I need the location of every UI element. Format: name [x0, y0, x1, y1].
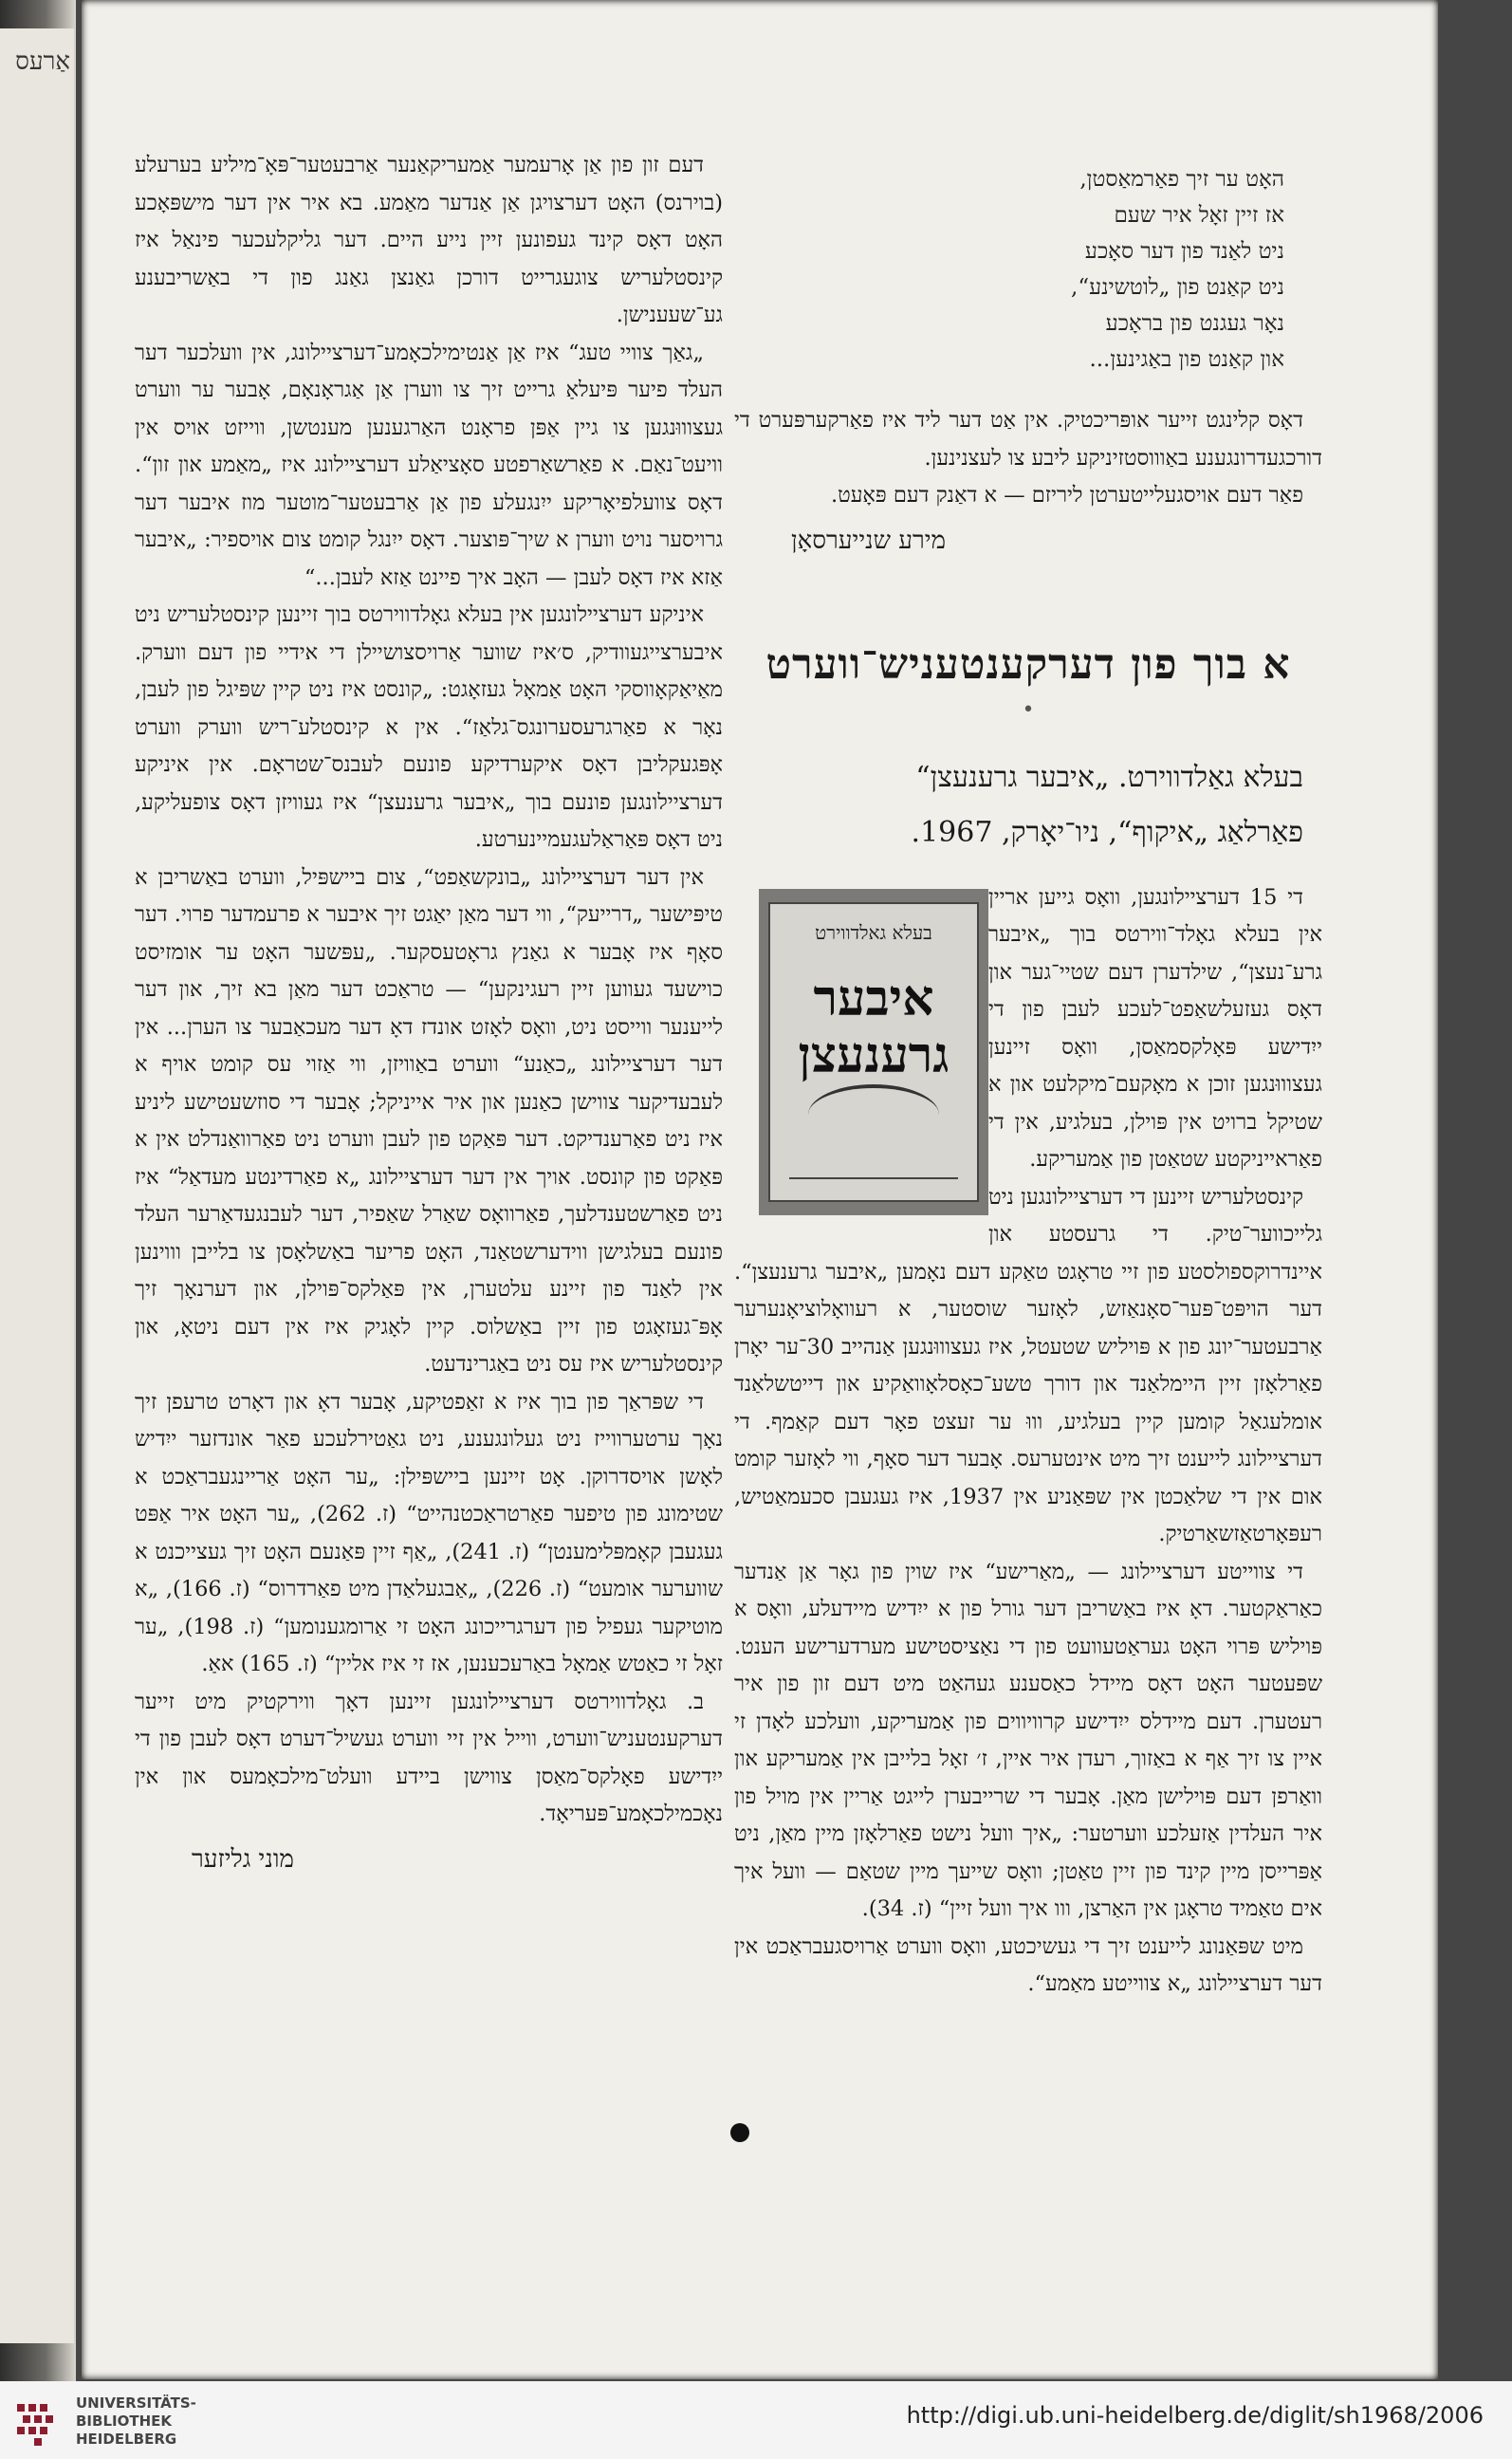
library-name-line: UNIVERSITÄTS-	[76, 2394, 196, 2412]
paragraph: די צווייטע דערציילונג — „מאַרישע“ איז שוין פון גאָר אַן אַנדער כאַראַקטער. דאָ איז באַשריבן דער גורל פון א ייִדיש מיידעלע, וואָס א פּויליש פּרוי האָט געראַטעוועט פון די נאַציסטישע מערדערישע הענט. שפּעטער האָט דאָס מיידל כאַסענע געהאַט מיט דעם זון פון איר רעטערן. דעם מיידלס ייִדישע קרוויווים פון אַמעריקע, וועלכע לאָדן זי איין צו זיך אַף א באַזוך, רעדן איר איין, ז׳ זאָל בלייבן אין אַמעריקע און וואַרפן דעם פּוילישן מאַן. אָבער די שרייבערן לייגט אַריין אין מויל פון איר העלדין אַזעלכע ווערטער: „איך וועל נישט פאַרלאָזן מיין מאַן, ניט אַפּרייסן מיין קינד פון זיין טאַטן; וואָס שייעך מיין שטאַם — וועל איך אים טאַמיד טראָגן אין האַרצן, ווו איך וועל זיין“ (ז. 34).	[734, 1559, 1322, 1921]
book-author-title: בעלא גאַלדווירט. „איבער גרענעצן“	[915, 760, 1303, 794]
paragraph: די 15 דערציילונגען, וואָס גייען אריין אין בעלא גאָלד־ווירטס בוך „איבער גרע־נעצן“, שילדערן דעם שטיי־גער און דאָס געזעלשאַפט־לעכע לעבן פון די ייִדישע פּאָלקסמאַסן, וואָס זיינען געצוווּנגען זוכן א מאָקעם־מיקלעט און א שטיקל ברויט אין פּוילן, בעלגיע, אין די פאַראייניקטע שטאַטן פון אַמעריקע.	[988, 884, 1322, 1172]
poem	[734, 161, 1322, 378]
library-name-line: BIBLIOTHEK	[76, 2413, 172, 2430]
left-column	[135, 147, 723, 1874]
poem-line: ניט לאַנד פון דער סאָכע	[1084, 239, 1284, 264]
review-signature: מוני גליזער	[192, 1844, 294, 1874]
library-name[interactable]	[76, 2394, 196, 2449]
paragraph: דאָס קלינגט זייער אופּריכטיק. אין אַט דער ליד איז פאַרקערפּערט די דורכגעדרונגענע באַוווסטזיניקע ליבע צו לעצנינען.	[734, 408, 1322, 471]
footer-bar	[0, 2381, 1512, 2459]
paragraph: קינסטלעריש זיינען די דערציילונגען ניט גלייכווער־טיק. די גרעסטע און איינדרוקספולסטע פון זיי טראָגט טאַקע דעם נאָמען „איבער גרענעצן“. דער הויפּט־פּער־סאָנאַזש, לאָזער שוסטער, א רעוואָלוציאָנערער אַרבעטער־יונג פון א פּויליש שטעטל, איז געצוווּנגען אַנהייב 30־ער יאָרן פאַרלאָזן זיין היימלאַנד און דורך טשע־כאָסלאָוואַקיע און דייטשלאַנד אומלעגאַל קומען קיין בעלגיע, וווּ ער זעצט פאָר דעם קאַמף. די דערציילונג לייענט זיך מיט אינטערעס. אָבער דער סאָף, ווי לאָזער קומט אום אין די שלאַכטן אין שפּאַניע אין 1937, איז געגעבן סכעמאַטיש, רעפּאָרטאַזשאַרטיק.	[734, 1184, 1322, 1546]
previous-page-fragment: אַרעס	[15, 47, 70, 76]
paragraph: אין דער דערציילונג „בונקשאַפט“, צום ביישפּיל, ווערט באַשריבן א טיפּישער „דרייעק“, ווי דער מאַן יאַגט זיך איבער א פרעמדער פרוי. דער סאָף איז אָבער א גאַנץ גראָטעסקער. „עפּשער האָט ער אומזיסט כוישעד געווען זיין רעגינקען“ — טראַכט דער מאַן בא זיך, און דער לייענער ווייסט ניט, וואָס לאָזט אונדז דאָ דער מעכאַבער צו הערן... אין דער דערציילונג „כאַנע“ ווערט באַוויזן, ווי אַזוי עס קומט אויף א לעבעדיקער צווישן כאַנען און איר אייניקל; אָבער די סוזשעטישע ליניע איז ניט פאַרענדיקט. דער פּאַקט פון לעבן ווערט ניט פאַרוואַנדלט אין א פּאַקט פון קונסט. אויך אין דער דערציילונג „א פאַרדינטע מעדאַל“ איז ניט פאַרשטענדלעך, פאַרוואָס שאַרל שאַפיר, דער לעבנגעדאַרער העלד פונעם בעלגישן ווידערשטאַנד, האָט פריער באַשלאָסן צו בלייבן וווינען אין לאַנד פון זיינע עלטערן, אין פּאַלקס־פּוילן, און דערנאָך זיך אָפּ־געזאָגט פון זיין באַשלוס. קיין לאָגיק איז אין דעם ניטאָ, און קינסטלעריש איז עס ניט באַגרינדעט.	[135, 864, 723, 1377]
end-mark	[730, 2123, 749, 2142]
paragraph: מיט שפּאַנונג לייענט זיך די געשיכטע, וואָס ווערט אַרויסגעבראַכט אין דער דערציילונג „א צווייטע מאַמע“.	[734, 1933, 1322, 1996]
separator-mark: •	[1022, 697, 1035, 722]
paragraph: די שפּראַך פון בוך איז א זאַפטיקע, אָבער דאָ און דאָרט טרעפן זיך נאָך ערטערווייז ניט געלונגענע, ניט גאַטירלעכע פאַר אונדזער ייִדיש לאָשן אויסדרוקן. אָט זיינען ביישפּילן: „ער האָט אַריינגעבראַכט א שטימונג פון טיפער פאַרטראַכטנהייט“ (ז. 262), „ער האָט איר אַפּט געגעבן קאָמפּלימענטן“ (ז. 241), „אַף זיין פּאַנעם האָט זיך געצייכנט א שווערער אומעט“ (ז. 226), „אַבגעלאַדן מיט פאַרדרוס“ (ז. 166), „א מוטיקער געפיל פון דערגרייכונג האָט זי אַרומגענומען“ (ז. 198), „ער זאָל זי כאַטש אַמאָל באַרעכענען, אז זי איז אליין“ (ז. 165) אאַ.	[135, 1389, 723, 1676]
paragraph: „גאַך צוויי טעג“ איז אַן אַנטימילכאָמע־דערציילונג, אין וועלכער דער העלד פיער פּיעלאַ גרייט זיך צו ווערן אַן אַגראָנאָם, אָבער ער ווערט געצוווּנגען צו גיין אַפּן פראָנט האַרגענען מענטשן, ווייזט אויס אין וויעט־נאַם. א פאַרשאַרפטע סאָציאַלע דערציילונג איז „מאַמע און זון“. דאָס צוועלפיאָריקע ייִנגעלע פון אַן אַרבעטער־מוטער מוז איבער דער גרויסער נויט ווערן א שיך־פּוצער. דאָס ייִנגל קומט צום אויספיר: „איבער אַזא איז דאָס לעבן — האָב איך פיינט אַזא לעבן...“	[135, 340, 723, 590]
poem-line: נאָר געגנט פון בראָכע	[1105, 311, 1284, 336]
book-cover-image	[759, 889, 988, 1215]
poem-line: און קאַנט פון באַגינען...	[1089, 347, 1284, 372]
cover-ornament	[808, 1084, 939, 1145]
paragraph: פאַר דעם אויסגעלייטערטן ליריזם — א דאַנק דעם פּאָעט.	[830, 483, 1303, 508]
library-name-line: HEIDELBERG	[76, 2431, 177, 2448]
article-heading: א בוך פון דערקענטעניש־ווערט	[765, 639, 1291, 689]
scanned-page	[82, 0, 1438, 2379]
university-library-logo-icon[interactable]	[13, 2398, 66, 2448]
right-column	[734, 161, 1322, 2004]
previous-page-edge	[0, 28, 74, 2343]
page-url-link[interactable]: http://digi.ub.uni-heidelberg.de/diglit/sh1968/2006	[906, 2402, 1484, 2429]
paragraph: איניקע דערציילונגען אין בעלא גאָלדווירטס בוך זיינען קינסטלעריש ניט איבערצייגעוודיק, ס׳איז שווער אַרויסצושיילן די אידיי פון דעם ווערק. מאַיאַקאָווסקי האָט אַמאָל געזאָגט: „קונסט איז ניט קיין שפּיגל פון לעבן, נאָר א פאַרגרעסערונגס־גלאַז“. אין א קינסטלע־ריש ווערק ווערט אָפּגעקליבן דאָס איקערדיקע פונעם לעבנס־שטראָם. אין איניקע דערציילונגען פונעם בוך „איבער גרענעצן“ איז געוויזן דאָס צופעליקע, ניט דאָס פּאַראַלעגעמיינערטע.	[135, 602, 723, 852]
paragraph: ב. גאָלדווירטס דערציילונגען זיינען דאָך ווירקטיק מיט זייער דערקענטעניש־ווערט, ווייל אין זיי ווערט געשיל־דערט דאָס לעבן פון די ייִדישע פאָלקס־מאַסן צווישן ביידע וועלט־מילכאָמעס און אין נאָכמילכאָמע־פּעריאָד.	[135, 1689, 723, 1826]
poem-line: אז זיין זאָל איר שעם	[1114, 203, 1284, 228]
book-publisher: פאַרלאַג „איקוף“, ניו־יאָרק, 1967.	[911, 815, 1303, 849]
cover-title: איבער גרענעצן	[798, 969, 950, 1084]
paragraph: דעם זון פון אַן אָרעמער אַמעריקאַנער אַרבעטער־פּאָ־מיליע בערעלע (בוירנס) האָט דערצויגן אַן אַנדער מאַמע. בא איר אין דער מישפּאָכע האָט דאָס קינד געפונען זיין נייע היים. דער גליקלעכער פינאַל איז קינסטלעריש צוגעגרייט דורכן גאַנצן גאַנג פון די באַשריבענע גע־שעענישן.	[135, 153, 723, 327]
cover-author: בעלא גאלדווירט	[815, 920, 932, 944]
poem-line: ניט קאַנט פון „לוטשינע“,	[1071, 275, 1284, 300]
poem-line: האָט ער זיך פאַרמאַסטן,	[1079, 167, 1284, 192]
book-cover	[768, 902, 979, 1202]
review-signature: מירע שנייערסאָן	[791, 526, 946, 555]
cover-rule	[789, 1177, 958, 1179]
